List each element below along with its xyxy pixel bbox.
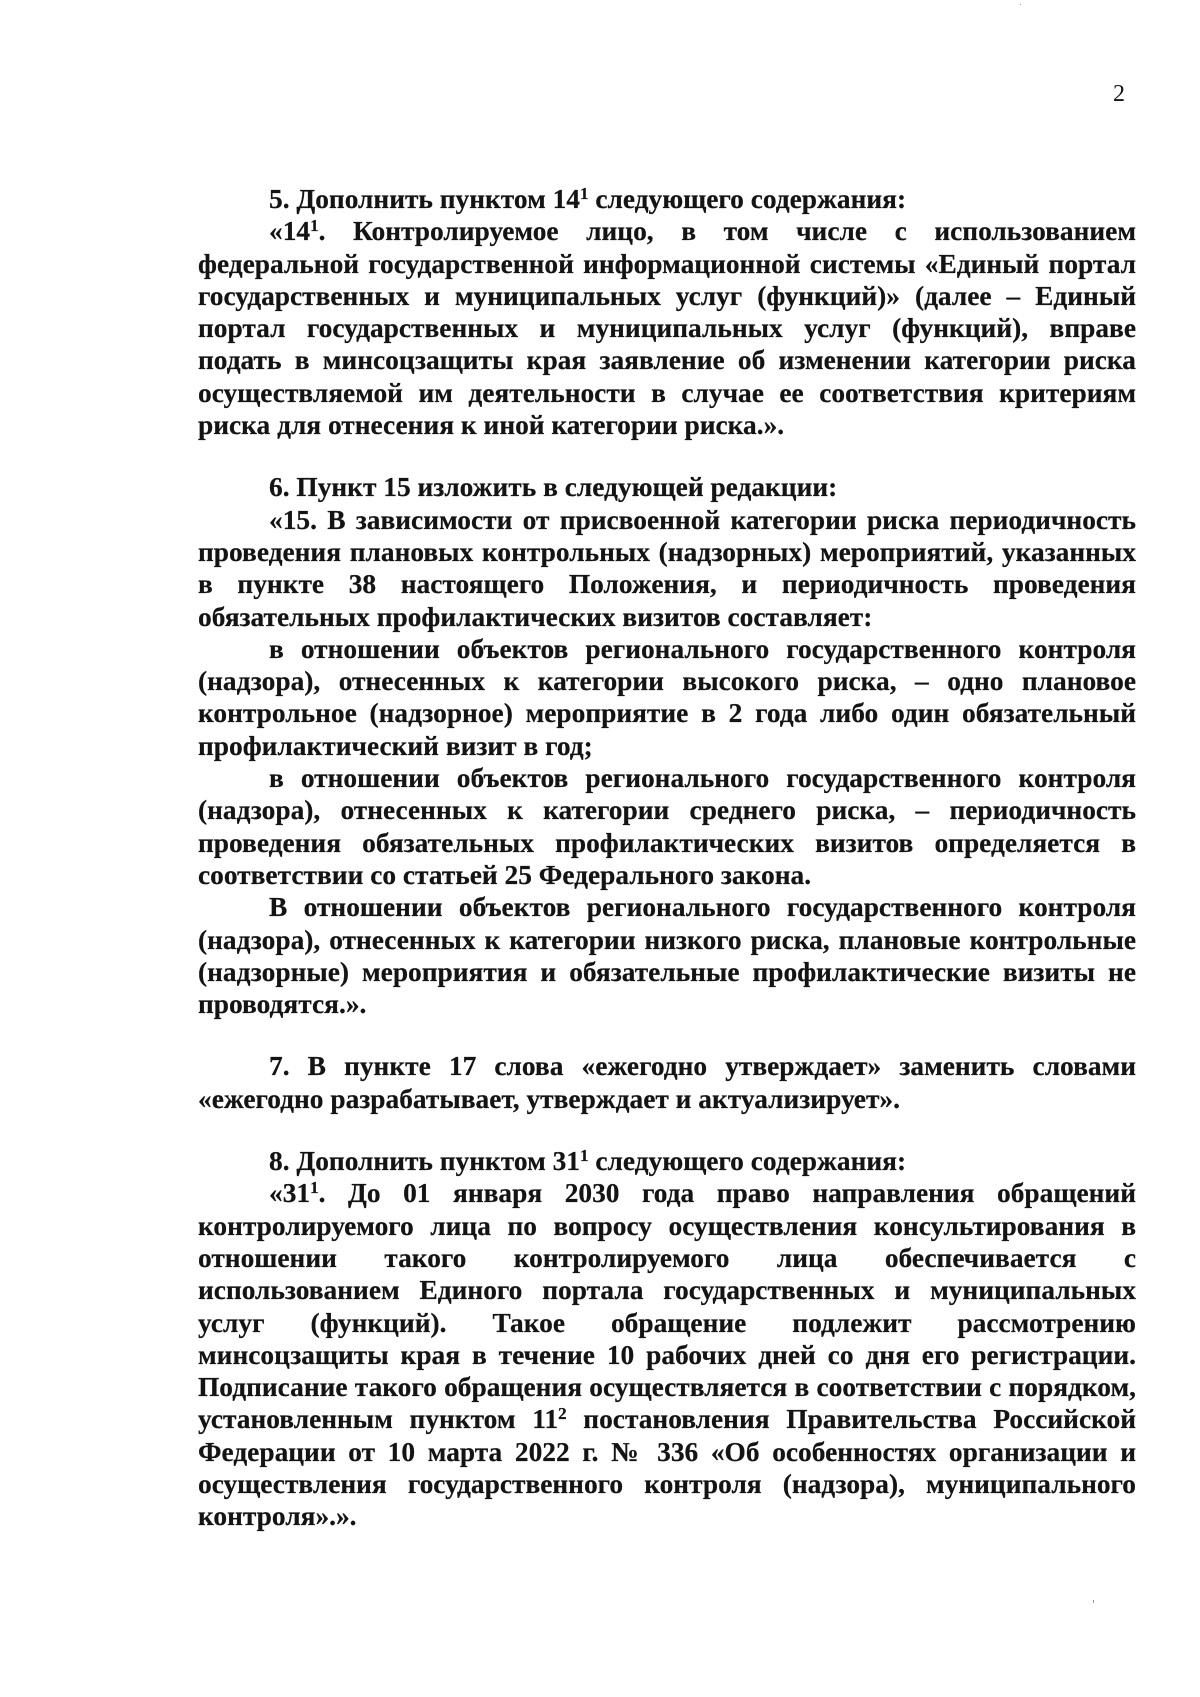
paragraph-8: 8. Дополнить пунктом $31^1$ следующего содержания: (269, 1146, 907, 1177)
page-number: 2 (1113, 81, 1125, 107)
paragraph-7: 7. В пункте 17 слова «ежегодно утверждает» заменить словами «ежегодно разрабатывает, утверждает и актуализирует». (198, 1051, 1136, 1114)
document-body (198, 183, 1136, 1533)
scan-speck (1020, 4, 1021, 5)
paragraph-15-medium-risk: в отношении объектов регионального государственного контроля (надзора), отнесенных к категории среднего риска, – периодичность проведения обязательных профилактических визитов определяется в соответствии со статьей 25 Федерального закона. (198, 763, 1136, 890)
paragraph-15: «15. В зависимости от присвоенной категории риска периодичность проведения плановых контрольных (надзорных) мероприятий, указанных в пункте 38 настоящего Положения, и периодичность проведения обязательных профилактических визитов составляет: (198, 504, 1136, 632)
scan-speck (1093, 1600, 1094, 1603)
paragraph-31-1: «$31^1$. До 01 января 2030 года право направления обращений контролируемого лица по вопросу осуществления консультирования в отношении такого контролируемого лица обеспечивается с использованием Единого портала государственных и муниципальных услуг (функций). Такое обращение подлежит рассмотрению минсоцзащиты края в течение 10 рабочих дней со дня его регистрации. Подписание такого обращения осуществляется в соответствии с порядком, установленным пунктом $11^2$ постановления Правительства Российской Федерации от 10 марта 2022 г. № 336 «Об особенностях организации и осуществления государственного контроля (надзора), муниципального контроля».». (198, 1178, 1137, 1532)
paragraph-6: 6. Пункт 15 изложить в следующей редакции: (269, 472, 838, 503)
paragraph-5: 5. Дополнить пунктом $14^1$ следующего содержания: (269, 184, 907, 214)
paragraph-15-high-risk: в отношении объектов регионального государственного контроля (надзора), отнесенных к категории высокого риска, – одно плановое контрольное (надзорное) мероприятие в 2 года либо один обязательный профилактический визит в год; (198, 633, 1136, 761)
paragraph-15-low-risk: В отношении объектов регионального государственного контроля (надзора), отнесенных к категории низкого риска, плановые контрольные (надзорные) мероприятия и обязательные профилактические визиты не проводятся.». (198, 892, 1136, 1020)
paragraph-14-1: «$14^1$. Контролируемое лицо, в том числе с использованием федеральной государственной информационной системы «Единый портал государственных и муниципальных услуг (функций)» (далее – Единый портал государственных и муниципальных услуг (функций), вправе подать в минсоцзащиты края заявление об изменении категории риска осуществляемой им деятельности в случае ее соответствия критериям риска для отнесения к иной категории риска.». (198, 216, 1136, 441)
